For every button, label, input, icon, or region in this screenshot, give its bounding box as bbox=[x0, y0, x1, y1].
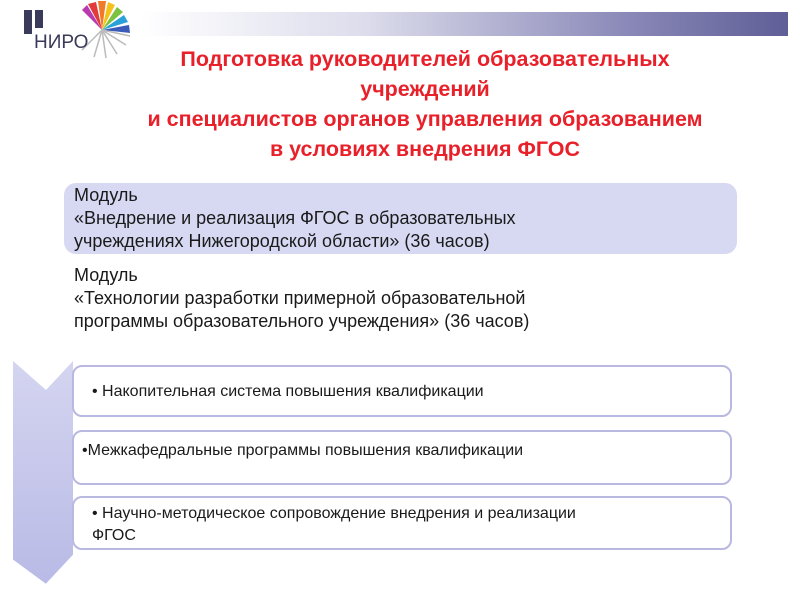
list-item bbox=[72, 496, 732, 550]
module1-line2: учреждениях Нижегородской области» (36 часов) bbox=[74, 231, 490, 251]
list-item-text: •Межкафедральные программы повышения квалификации bbox=[82, 442, 524, 459]
logo-name: НИРО bbox=[34, 32, 89, 53]
list-item-text: • Научно-методическое сопровождение внедрения и реализации bbox=[92, 505, 576, 522]
list-item-text: • Накопительная система повышения квалификации bbox=[92, 383, 484, 400]
list-item bbox=[72, 365, 732, 417]
list-item-text-cont: ФГОС bbox=[92, 527, 136, 544]
module2-line2: программы образовательного учреждения» (36 часов) bbox=[74, 311, 530, 331]
title-line: и специалистов органов управления образованием bbox=[147, 107, 703, 131]
title-line: учреждений bbox=[360, 77, 490, 101]
title-line: в условиях внедрения ФГОС bbox=[269, 137, 581, 161]
list-item bbox=[72, 430, 732, 485]
title-line: Подготовка руководителей образовательных bbox=[180, 47, 670, 71]
header-gradient-bar bbox=[140, 12, 788, 36]
module2-line1: «Технологии разработки примерной образовательной bbox=[74, 288, 526, 308]
module1-block bbox=[74, 184, 516, 253]
module2-block bbox=[74, 264, 529, 333]
page-title bbox=[80, 44, 770, 164]
module1-label: Модуль bbox=[74, 185, 138, 205]
module1-line1: «Внедрение и реализация ФГОС в образовательных bbox=[74, 208, 516, 228]
module2-label: Модуль bbox=[74, 265, 138, 285]
